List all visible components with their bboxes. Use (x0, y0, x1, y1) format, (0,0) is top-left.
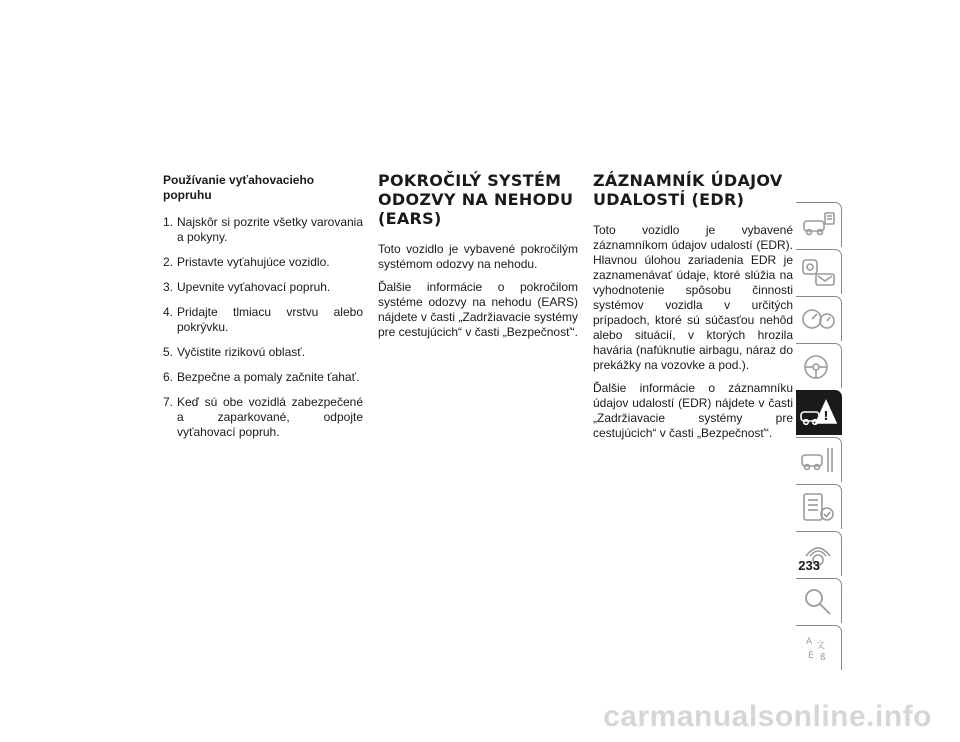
page-number: 233 (798, 558, 820, 573)
tab-checklist[interactable] (796, 484, 842, 529)
step-number: 7. (163, 395, 174, 409)
heading-line: ODOZVY NA NEHODU (378, 190, 574, 209)
car-service-icon (798, 442, 838, 480)
list-item (163, 305, 363, 335)
svg-text:文: 文 (816, 641, 826, 651)
tab-car-service[interactable] (796, 437, 842, 482)
step-text: Najskôr si pozrite všetky varovania a pokyny. (177, 215, 363, 244)
car-warning-icon (798, 395, 838, 433)
step-text: Bezpečne a pomaly začnite ťahať. (177, 370, 360, 384)
car-keys-icon (798, 254, 838, 292)
heading-line: UDALOSTÍ (EDR) (593, 190, 745, 209)
section-heading-edr (593, 171, 793, 209)
step-text: Keď sú obe vozidlá zabezpečené a zaparkované, odpojte vyťahovací popruh. (177, 395, 363, 439)
tab-car-keys[interactable] (796, 249, 842, 294)
step-number: 1. (163, 215, 174, 229)
tab-car-warning[interactable] (796, 390, 842, 435)
step-number: 5. (163, 345, 174, 359)
heading-line: (EARS) (378, 209, 442, 228)
tab-steering-wheel[interactable] (796, 343, 842, 388)
steps-list (163, 215, 363, 440)
languages-icon (798, 630, 838, 668)
tab-speedometer[interactable] (796, 296, 842, 341)
speedometer-icon (798, 301, 838, 339)
step-number: 2. (163, 255, 174, 269)
tab-car-info[interactable] (796, 202, 842, 247)
paragraph: Ďalšie informácie o pokročilom systéme odozvy na nehodu (EARS) nájdete v časti „Zadržiavacie systémy pre cestujúcich“ v časti „Bezpečnosť“. (378, 280, 578, 339)
svg-text:!: ! (823, 409, 829, 423)
tab-languages[interactable] (796, 625, 842, 670)
watermark: carmanualsonline.info (603, 700, 932, 733)
list-item (163, 345, 363, 360)
list-item (163, 370, 363, 385)
heading-line: ZÁZNAMNÍK ÚDAJOV (593, 171, 783, 190)
section-heading-ears (378, 171, 578, 228)
paragraph: Ďalšie informácie o záznamníku údajov udalostí (EDR) nájdete v časti „Zadržiavacie systémy pre cestujúcich“ v časti „Bezpečnosť“. (593, 381, 793, 440)
car-info-icon (798, 207, 838, 245)
paragraph: Toto vozidlo je vybavené pokročilým systémom odozvy na nehodu. (378, 242, 578, 271)
checklist-icon (798, 489, 838, 527)
svg-text:É: É (808, 651, 814, 661)
steering-wheel-icon (798, 348, 838, 386)
step-number: 4. (163, 305, 174, 319)
left-column (163, 171, 363, 450)
step-text: Pridajte tlmiacu vrstvu alebo pokrývku. (177, 305, 363, 334)
step-number: 6. (163, 370, 174, 384)
chapter-tab-strip (796, 202, 842, 672)
paragraph: Toto vozidlo je vybavené záznamníkom údajov udalostí (EDR). Hlavnou úlohou zariadenia EDR je zaznamenávať údaje, ktoré slúžia na vyhodnotenie spôsobu činnosti systémov vozidla v určitých prípadoch, ktoré sú súčasťou nehôd alebo situácií, v ktorých hrozila havária (nafúknutie airbagu, náraz do prekážky na vozovke a pod.). (593, 223, 793, 372)
step-text: Pristavte vyťahujúce vozidlo. (177, 255, 330, 269)
list-item (163, 215, 363, 245)
step-number: 3. (163, 280, 174, 294)
subheading: Používanie vyťahovacieho popruhu (163, 173, 315, 202)
list-item (163, 255, 363, 270)
right-column (593, 171, 793, 449)
tab-magnifier[interactable] (796, 578, 842, 623)
step-text: Upevnite vyťahovací popruh. (177, 280, 331, 294)
list-item (163, 395, 363, 440)
svg-text:ß: ß (820, 653, 826, 663)
middle-column (378, 171, 578, 348)
step-text: Vyčistite rizikovú oblasť. (177, 345, 306, 359)
svg-text:A: A (806, 637, 813, 647)
list-item (163, 280, 363, 295)
magnifier-icon (798, 583, 838, 621)
heading-line: POKROČILÝ SYSTÉM (378, 171, 562, 190)
